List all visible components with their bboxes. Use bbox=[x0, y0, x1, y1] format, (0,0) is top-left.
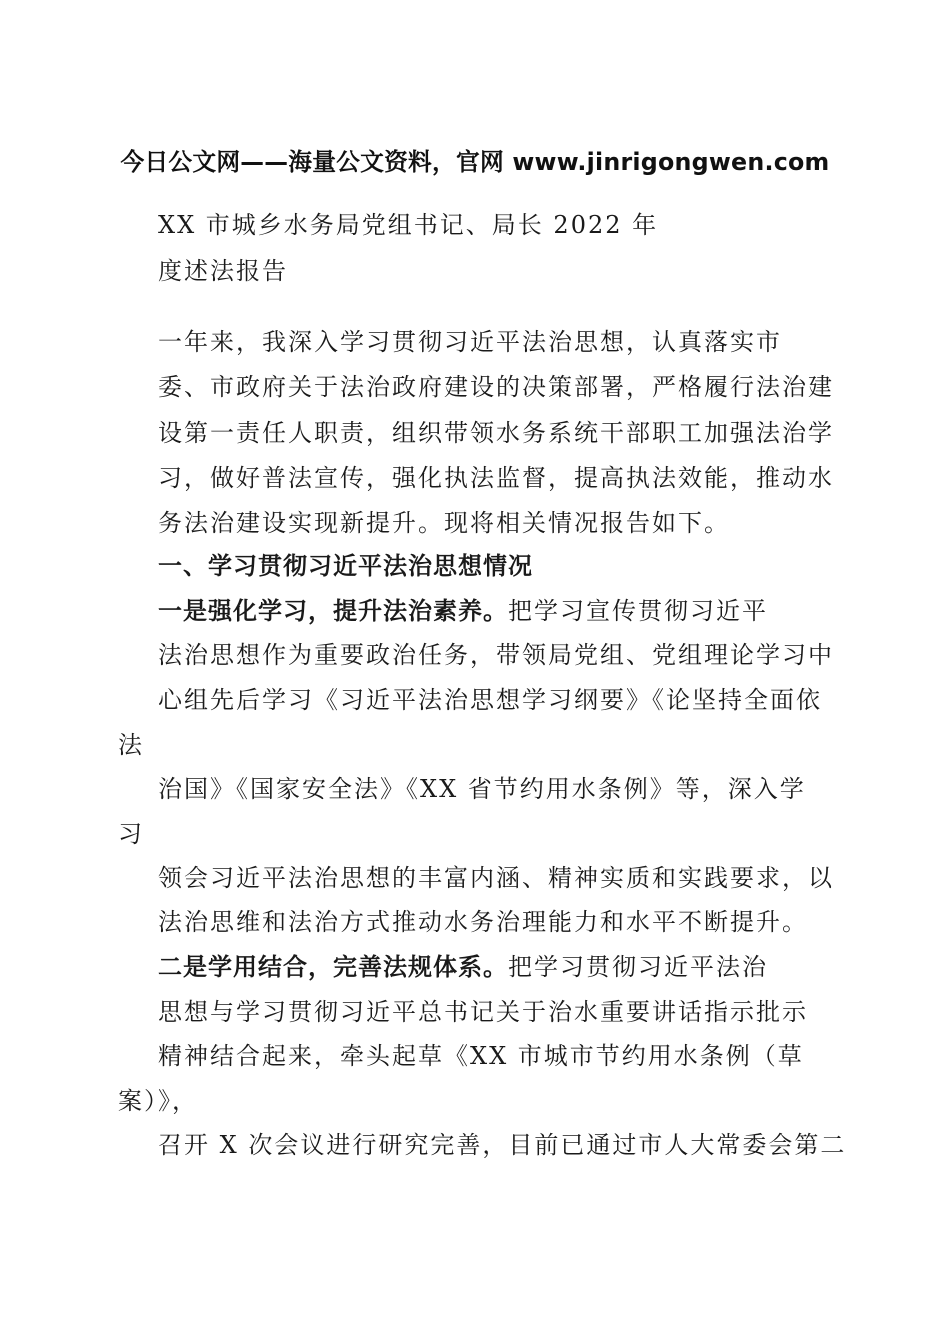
doc-title-line-1: XX 市城乡水务局党组书记、局长 2022 年 bbox=[158, 211, 659, 239]
point1-lead: 一是强化学习，提升法治素养。 bbox=[158, 597, 508, 625]
point1-line-8: 法治思维和法治方式推动水务治理能力和水平不断提升。 bbox=[158, 908, 808, 936]
point1-line-7: 领会习近平法治思想的丰富内涵、精神实质和实践要求，以 bbox=[158, 864, 834, 892]
point1-line-2: 法治思想作为重要政治任务，带领局党组、党组理论学习中 bbox=[158, 641, 834, 669]
point1-line-1-rest: 把学习宣传贯彻习近平 bbox=[508, 597, 768, 625]
point1-line-6: 习 bbox=[118, 820, 144, 848]
site-banner: 今日公文网——海量公文资料，官网 www.jinrigongwen.com bbox=[120, 148, 830, 176]
point2-line-4: 案）》， bbox=[118, 1087, 198, 1115]
point2-line-2: 思想与学习贯彻习近平总书记关于治水重要讲话指示批示 bbox=[158, 998, 808, 1026]
point2-line-5: 召开 X 次会议进行研究完善，目前已通过市人大常委会第二 bbox=[158, 1131, 847, 1159]
point2-line-1-rest: 把学习贯彻习近平法治 bbox=[508, 953, 768, 981]
intro-line-1: 一年来，我深入学习贯彻习近平法治思想，认真落实市 bbox=[158, 328, 782, 356]
point1-line-5: 治国》《国家安全法》《XX 省节约用水条例》等，深入学 bbox=[158, 775, 806, 803]
point2-lead: 二是学用结合，完善法规体系。 bbox=[158, 953, 508, 981]
doc-title-line-2: 度述法报告 bbox=[158, 257, 288, 285]
point1-line-1 bbox=[158, 594, 768, 628]
section-heading: 一、学习贯彻习近平法治思想情况 bbox=[158, 552, 533, 580]
point2-line-1 bbox=[158, 950, 768, 984]
point2-line-3: 精神结合起来，牵头起草《XX 市城市节约用水条例（草 bbox=[158, 1042, 804, 1070]
intro-line-4: 习，做好普法宣传，强化执法监督，提高执法效能，推动水 bbox=[158, 464, 834, 492]
intro-line-5: 务法治建设实现新提升。现将相关情况报告如下。 bbox=[158, 509, 730, 537]
point1-line-3: 心组先后学习《习近平法治思想学习纲要》《论坚持全面依 bbox=[158, 686, 822, 714]
intro-line-2: 委、市政府关于法治政府建设的决策部署，严格履行法治建 bbox=[158, 373, 834, 401]
intro-line-3: 设第一责任人职责，组织带领水务系统干部职工加强法治学 bbox=[158, 419, 834, 447]
point1-line-4: 法 bbox=[118, 731, 144, 759]
